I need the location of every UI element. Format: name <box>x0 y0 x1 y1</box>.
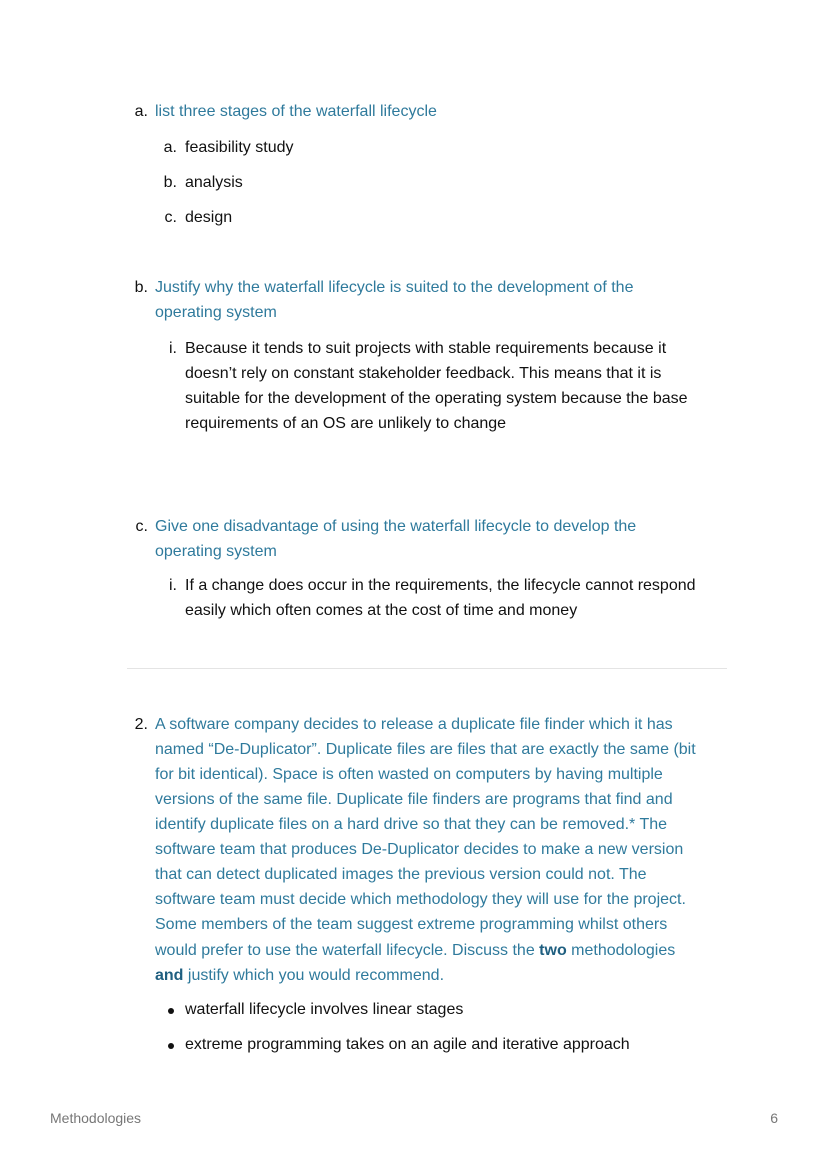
part-a-question: list three stages of the waterfall lifecycle <box>155 103 437 120</box>
question-2-line: named “De-Duplicator”. Duplicate files are files that are exactly the same (bit <box>155 741 696 758</box>
question-2-line: Some members of the team suggest extreme programming whilst others <box>155 916 668 933</box>
part-b-answer-line: doesn’t rely on constant stakeholder feedback. This means that it is <box>185 365 662 382</box>
part-a-answer-marker: b. <box>163 174 177 191</box>
bullet-item: waterfall lifecycle involves linear stages <box>185 1001 464 1018</box>
bullet-icon <box>168 1043 174 1049</box>
question-2-line <box>155 938 675 963</box>
question-2-line: identify duplicate files on a hard drive so that they can be removed.* The <box>155 816 668 833</box>
part-c-question-line: operating system <box>155 543 277 560</box>
part-b-answer-line: suitable for the development of the operating system because the base <box>185 390 688 407</box>
question-2-line: versions of the same file. Duplicate file finders are programs that find and <box>155 791 673 808</box>
section-divider <box>127 668 727 669</box>
question-2-marker: 2. <box>134 716 148 733</box>
part-b-answer-marker: i. <box>169 340 177 357</box>
part-b-marker: b. <box>134 279 148 296</box>
part-c-marker: c. <box>135 518 148 535</box>
part-b-answer-line: requirements of an OS are unlikely to change <box>185 415 507 432</box>
question-2-line: that can detect duplicated images the previous version could not. The <box>155 866 647 883</box>
question-2-bold-and: and <box>155 967 184 984</box>
part-b-answer-line: Because it tends to suit projects with stable requirements because it <box>185 340 667 357</box>
question-2-text: would prefer to use the waterfall lifecycle. Discuss the <box>155 942 540 959</box>
question-2-line <box>155 963 444 988</box>
question-2-line: software team that produces De-Duplicator decides to make a new version <box>155 841 684 858</box>
part-a-answer: design <box>185 209 233 226</box>
question-2-text: justify which you would recommend. <box>183 967 445 984</box>
part-c-answer-line: easily which often comes at the cost of time and money <box>185 602 578 619</box>
part-c-question-line: Give one disadvantage of using the waterfall lifecycle to develop the <box>155 518 637 535</box>
part-c-answer-marker: i. <box>169 577 177 594</box>
part-a-answer-marker: a. <box>163 139 177 156</box>
part-a-answer-marker: c. <box>164 209 177 226</box>
part-a-marker: a. <box>134 103 148 120</box>
question-2-line: software team must decide which methodology they will use for the project. <box>155 891 686 908</box>
part-c-answer-line: If a change does occur in the requirements, the lifecycle cannot respond <box>185 577 696 594</box>
bullet-item: extreme programming takes on an agile and iterative approach <box>185 1036 630 1053</box>
question-2-bold-two: two <box>539 942 567 959</box>
page-number: 6 <box>770 1110 778 1126</box>
question-2-line: A software company decides to release a duplicate file finder which it has <box>155 716 673 733</box>
footer-title: Methodologies <box>50 1110 142 1126</box>
part-b-question-line: operating system <box>155 304 277 321</box>
question-2-text: methodologies <box>566 942 676 959</box>
part-a-answer: feasibility study <box>185 139 294 156</box>
part-b-question-line: Justify why the waterfall lifecycle is suited to the development of the <box>155 279 634 296</box>
part-a-answer: analysis <box>185 174 243 191</box>
bullet-icon <box>168 1008 174 1014</box>
question-2-line: for bit identical). Space is often wasted on computers by having multiple <box>155 766 663 783</box>
